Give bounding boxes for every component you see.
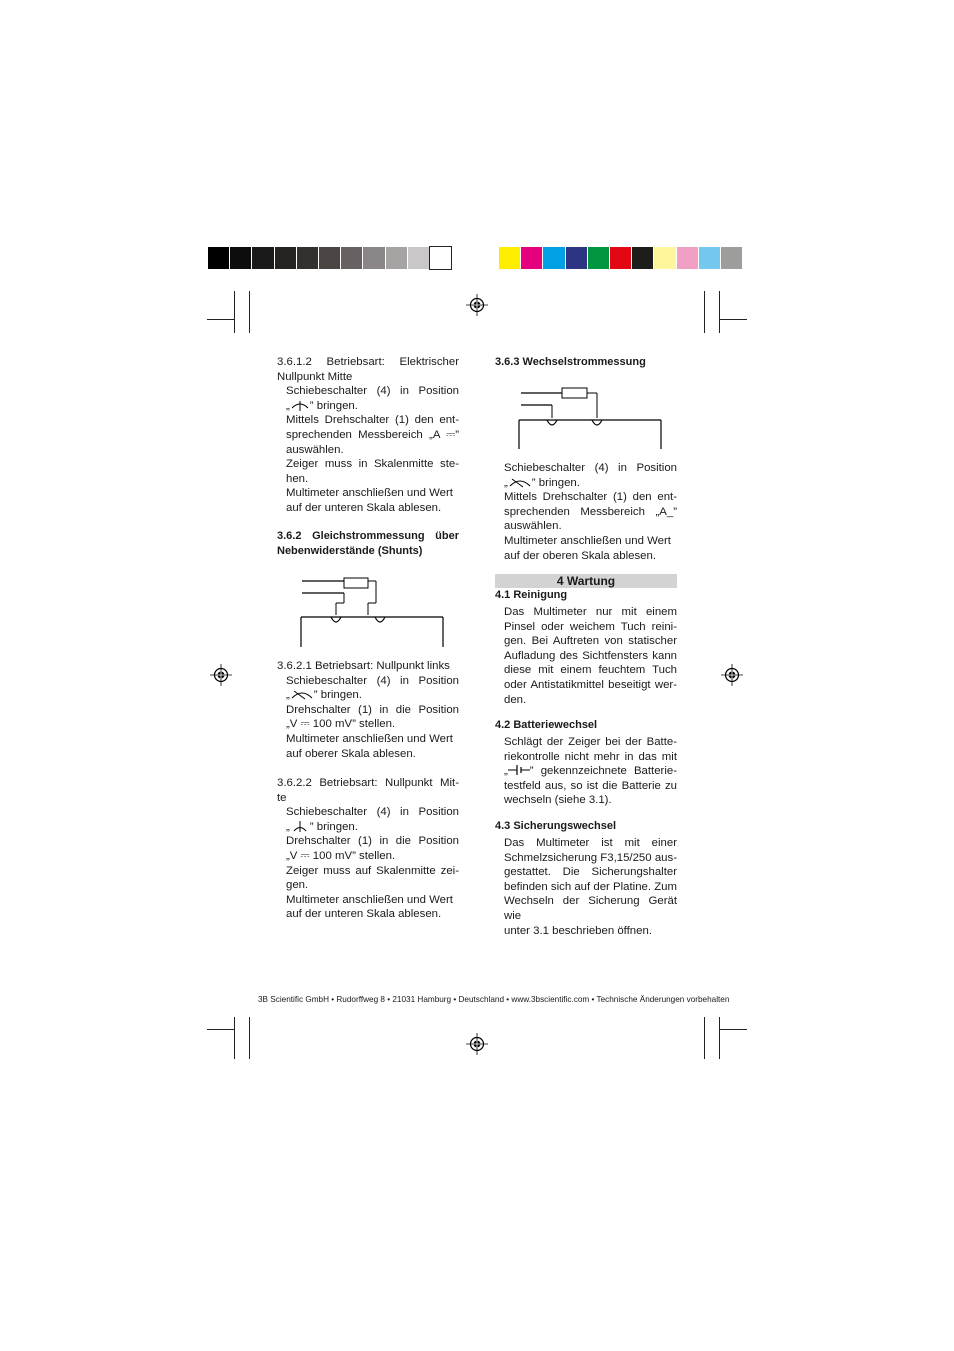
color-swatch xyxy=(230,247,251,269)
text-line: „ ” gekennzeichnete Batterie- xyxy=(504,765,677,778)
text-line: gestattet. Die Sicherungshalter xyxy=(504,866,677,879)
color-swatch xyxy=(252,247,273,269)
pointer-left-zero-icon xyxy=(508,476,532,488)
color-swatch xyxy=(363,247,384,269)
color-swatch xyxy=(408,247,429,269)
text-line: wechseln (siehe 3.1). xyxy=(504,794,612,807)
text-line: hen. xyxy=(286,472,309,485)
section-363-title: 3.6.3 Wechselstrommessung xyxy=(495,356,646,368)
shunt-circuit-diagram xyxy=(298,575,446,650)
text-line: Pinsel oder weichem Tuch reini- xyxy=(504,620,677,633)
text-line: Aufladung des Sichtfensters kann xyxy=(504,649,677,662)
text-line: sprechenden Messbereich „A ⎓” xyxy=(286,428,459,441)
text-line: Schlägt der Zeiger bei der Batte- xyxy=(504,736,677,748)
text-line: befinden sich auf der Platine. Zum xyxy=(504,880,677,893)
text-line: Drehschalter (1) in die Position xyxy=(286,835,459,848)
section-3621-title: 3.6.2.1 Betriebsart: Nullpunkt links xyxy=(277,660,450,672)
text-line: Wechseln der Sicherung Gerät wie xyxy=(504,895,677,922)
text-line: oder Antistatikmittel beseitigt wer- xyxy=(504,678,677,691)
color-swatch xyxy=(632,247,653,269)
text-line: Schiebeschalter (4) in Position xyxy=(286,674,459,687)
text-line: „V ⎓ 100 mV” stellen. xyxy=(286,849,396,862)
section-42-title: 4.2 Batteriewechsel xyxy=(495,719,598,731)
section-363-body xyxy=(504,461,677,563)
text-line: Drehschalter (1) in die Position xyxy=(286,703,459,716)
text-line: gen. Bei Auftreten von statischer xyxy=(504,635,677,648)
color-swatch xyxy=(386,247,407,269)
registration-mark-right xyxy=(721,664,743,686)
text-line: den. xyxy=(504,693,527,706)
text-line: Zeiger muss in Skalenmitte ste- xyxy=(286,458,459,471)
pointer-center-zero-down-icon xyxy=(290,820,310,832)
text-line: „ ” bringen. xyxy=(286,820,358,833)
text-line: testfeld aus, so ist die Batterie zu xyxy=(504,779,677,792)
battery-symbol-icon xyxy=(508,764,530,776)
pointer-center-zero-icon xyxy=(290,399,310,411)
text-line: Zeiger muss auf Skalenmitte zei- xyxy=(286,864,459,877)
text-line: Das Multimeter ist mit einer xyxy=(504,837,677,849)
section-43-title: 4.3 Sicherungswechsel xyxy=(495,820,617,832)
text-line: „ ” bringen. xyxy=(286,399,358,412)
section-41-title: 4.1 Reinigung xyxy=(495,589,568,601)
text-line: Schiebeschalter (4) in Position xyxy=(286,385,459,398)
section-3622-title: 3.6.2.2 Betriebsart: Nullpunkt Mit- xyxy=(277,777,459,789)
pointer-left-zero-icon xyxy=(290,688,314,700)
color-swatch xyxy=(275,247,296,269)
text-line: auf der unteren Skala ablesen. xyxy=(286,501,442,514)
section-41-body xyxy=(504,605,677,707)
text-line: Multimeter anschließen und Wert xyxy=(286,732,453,745)
text-line: auswählen. xyxy=(504,520,562,533)
text-line: auswählen. xyxy=(286,443,344,456)
text-line: „ ” bringen. xyxy=(286,689,362,702)
registration-mark-top xyxy=(466,294,488,316)
text-line: Schiebeschalter (4) in Position xyxy=(504,462,677,474)
registration-mark-bottom xyxy=(466,1033,488,1055)
text-line: „V ⎓ 100 mV” stellen. xyxy=(286,718,396,731)
color-swatch xyxy=(654,247,675,269)
text-line: auf der unteren Skala ablesen. xyxy=(286,908,442,921)
footer-imprint: 3B Scientific GmbH • Rudorffweg 8 • 21031 Hamburg • Deutschland • www.3bscientific.com • Technische Änderungen vorbehalten xyxy=(258,995,730,1004)
color-swatch xyxy=(610,247,631,269)
section-362-title: 3.6.2 Gleichstrommessung über Nebenwiderstände (Shunts) xyxy=(277,530,459,557)
color-swatch xyxy=(721,247,742,269)
color-swatch xyxy=(430,247,451,269)
color-swatch xyxy=(543,247,564,269)
section-43-body xyxy=(504,836,677,938)
color-swatch xyxy=(588,247,609,269)
text-line: „ ” bringen. xyxy=(504,476,580,489)
section-4-heading: 4 Wartung xyxy=(495,574,677,588)
text-line: Multimeter anschließen und Wert xyxy=(286,893,453,906)
color-swatch xyxy=(319,247,340,269)
section-3621 xyxy=(277,659,459,761)
text-line: Mittels Drehschalter (1) den ent- xyxy=(286,414,459,427)
color-swatch xyxy=(208,247,229,269)
text-line: auf der oberen Skala ablesen. xyxy=(504,549,656,562)
text-line: riekontrolle nicht mehr in das mit xyxy=(504,750,677,763)
section-42-body xyxy=(504,735,677,808)
section-3622 xyxy=(277,776,459,922)
color-swatch xyxy=(677,247,698,269)
text-line: sprechenden Messbereich „A_” xyxy=(504,505,677,518)
text-line: Schiebeschalter (4) in Position xyxy=(286,806,459,819)
color-swatch xyxy=(341,247,362,269)
registration-mark-left xyxy=(210,664,232,686)
color-swatch xyxy=(499,247,520,269)
section-3622-title-cont: te xyxy=(277,791,287,804)
left-column xyxy=(277,355,459,516)
text-line: Schmelzsicherung F3,15/250 aus- xyxy=(504,851,677,864)
text-line: Mittels Drehschalter (1) den ent- xyxy=(504,491,677,504)
text-line: gen. xyxy=(286,879,309,892)
text-line: auf oberer Skala ablesen. xyxy=(286,747,416,760)
color-swatch xyxy=(297,247,318,269)
section-3612-title-cont: Nullpunkt Mitte xyxy=(277,370,353,383)
text-line: Das Multimeter nur mit einem xyxy=(504,606,677,618)
text-line: Multimeter anschließen und Wert xyxy=(286,487,453,500)
text-line: unter 3.1 beschrieben öffnen. xyxy=(504,924,652,937)
text-line: Multimeter anschließen und Wert xyxy=(504,534,671,547)
ac-circuit-diagram xyxy=(516,385,664,453)
color-swatch xyxy=(521,247,542,269)
color-swatch xyxy=(566,247,587,269)
section-3612-title: 3.6.1.2 Betriebsart: Elektrischer xyxy=(277,356,459,368)
color-swatch xyxy=(699,247,720,269)
text-line: diese mit einem feuchtem Tuch xyxy=(504,664,677,677)
